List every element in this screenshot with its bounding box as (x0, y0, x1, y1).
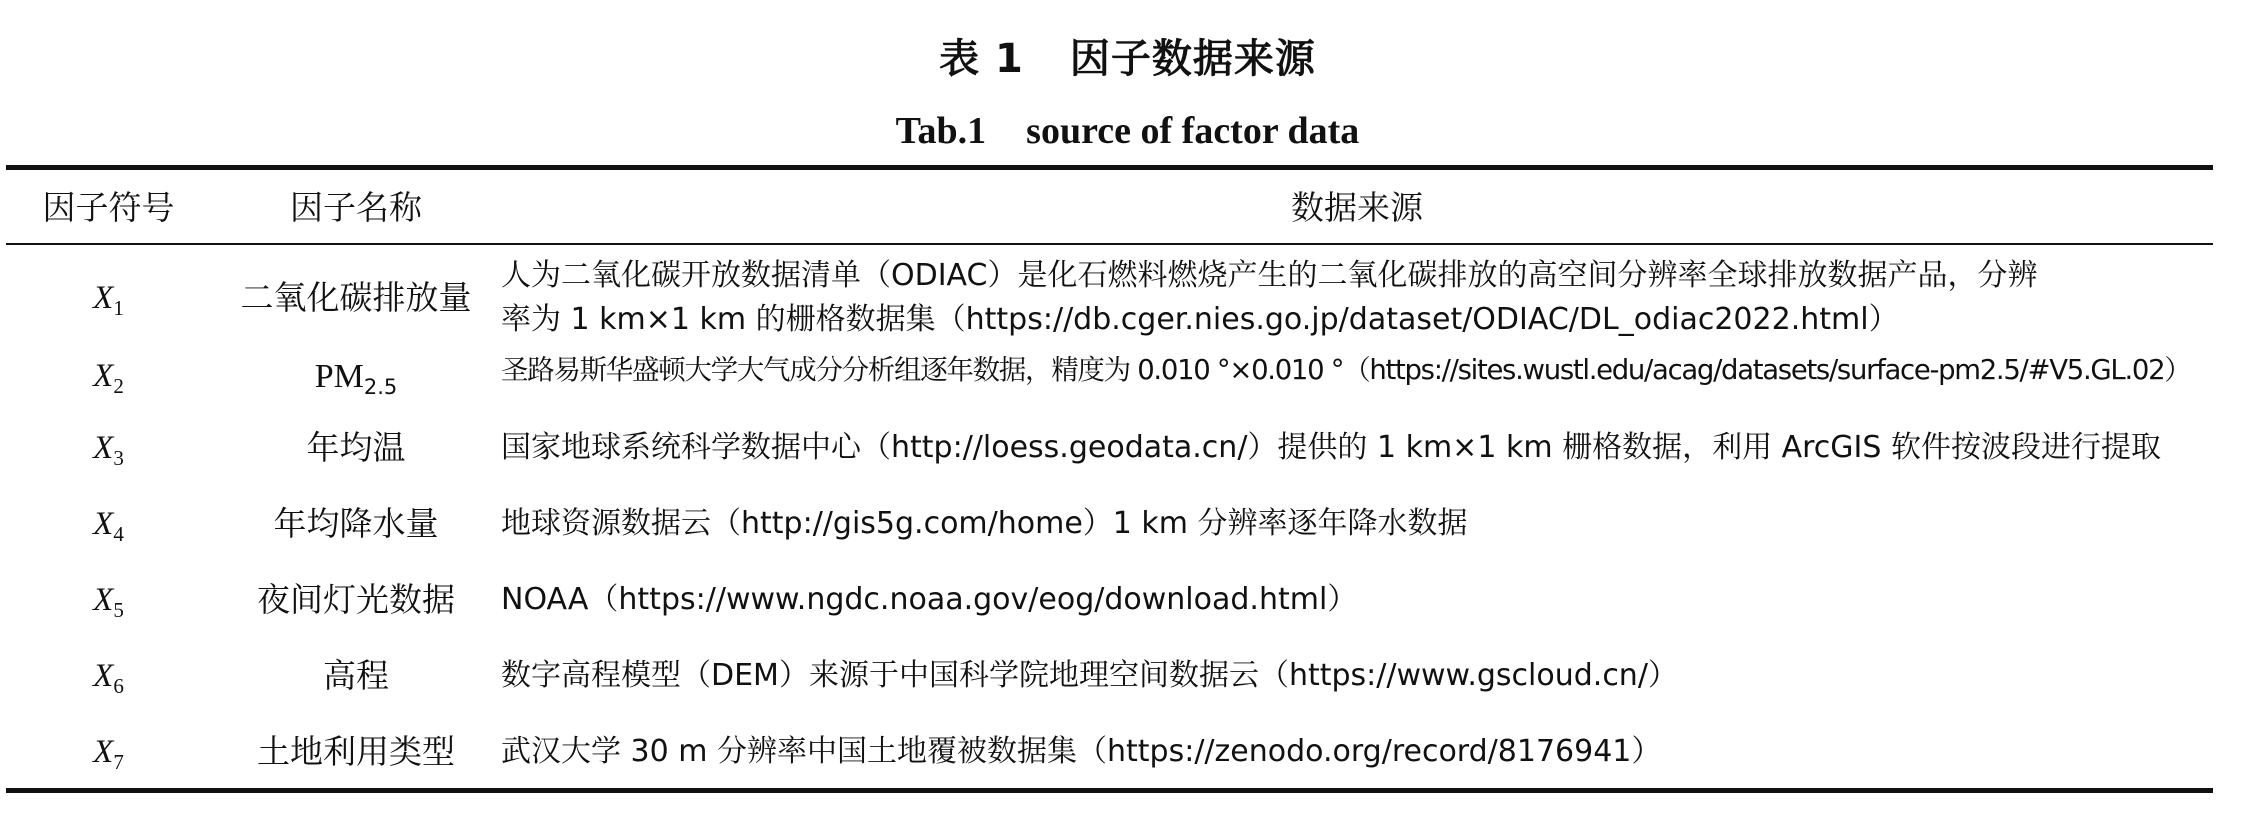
factor-source: 武汉大学 30 m 分辨率中国土地覆被数据集（https://zenodo.org/record/8176941） (501, 734, 1662, 769)
header-factor-symbol: 因子符号 (42, 188, 175, 227)
factor-symbol: $X_7$ (93, 734, 124, 774)
factor-name: 夜间灯光数据 (257, 580, 455, 619)
factor-source: 地球资源数据云（http://gis5g.com/home）1 km 分辨率逐年降水数据 (501, 506, 1468, 541)
factor-symbol: $X_3$ (93, 430, 124, 470)
header-data-source: 数据来源 (1291, 188, 1423, 227)
factor-symbol: $X_4$ (93, 506, 124, 546)
table-title-cn: 因子数据来源 (1069, 36, 1316, 82)
table-caption-chinese (0, 32, 2255, 86)
factor-source: NOAA（https://www.ngdc.noaa.gov/eog/download.html） (501, 582, 1358, 617)
factor-name: $PM_{2.5}$ (314, 358, 398, 399)
factor-source: 人为二氧化碳开放数据清单（ODIAC）是化石燃料燃烧产生的二氧化碳排放的高空间分辨率全球排放数据产品，分辨 率为 1 km×1 km 的栅格数据集（https://db.cger.nies.go.jp/dataset/ODIAC/DL_odiac2022.html） (501, 258, 2038, 337)
table-header-row (6, 180, 2213, 236)
factor-symbol: $X_5$ (93, 582, 124, 622)
factor-name: 年均温 (306, 428, 406, 467)
header-factor-name: 因子名称 (290, 188, 422, 227)
table-number-cn: 表 1 (939, 36, 1024, 82)
table-caption-english (0, 106, 2255, 156)
factor-source: 圣路易斯华盛顿大学大气成分分析组逐年数据，精度为 0.010 °×0.010 °（https://sites.wustl.edu/acag/datasets/surface-pm2.5/#V5.GL.02） (501, 354, 2191, 386)
factor-symbol: $X_6$ (93, 658, 124, 698)
table-row (6, 420, 2213, 476)
factor-source: 国家地球系统科学数据中心（http://loess.geodata.cn/）提供的 1 km×1 km 栅格数据，利用 ArcGIS 软件按波段进行提取 (501, 430, 2161, 465)
table-row (6, 348, 2213, 404)
table-top-rule (6, 165, 2213, 170)
table-number-en: Tab.1 (895, 110, 987, 152)
table-bottom-rule (6, 788, 2213, 793)
factor-name: 土地利用类型 (257, 732, 455, 771)
table-row (6, 724, 2213, 780)
table-title-en: source of factor data (1026, 110, 1360, 152)
table-row (6, 572, 2213, 628)
table-row (6, 648, 2213, 704)
factor-symbol: $X_2$ (93, 358, 124, 398)
factor-source: 数字高程模型（DEM）来源于中国科学院地理空间数据云（https://www.gscloud.cn/） (501, 658, 1678, 693)
factor-name: 年均降水量 (273, 504, 439, 543)
factor-symbol: $X_1$ (93, 280, 124, 320)
table-header-rule (6, 243, 2213, 245)
table-row (6, 496, 2213, 552)
factor-name: 高程 (323, 656, 389, 695)
table-row (6, 252, 2213, 344)
factor-name: 二氧化碳排放量 (240, 278, 472, 317)
